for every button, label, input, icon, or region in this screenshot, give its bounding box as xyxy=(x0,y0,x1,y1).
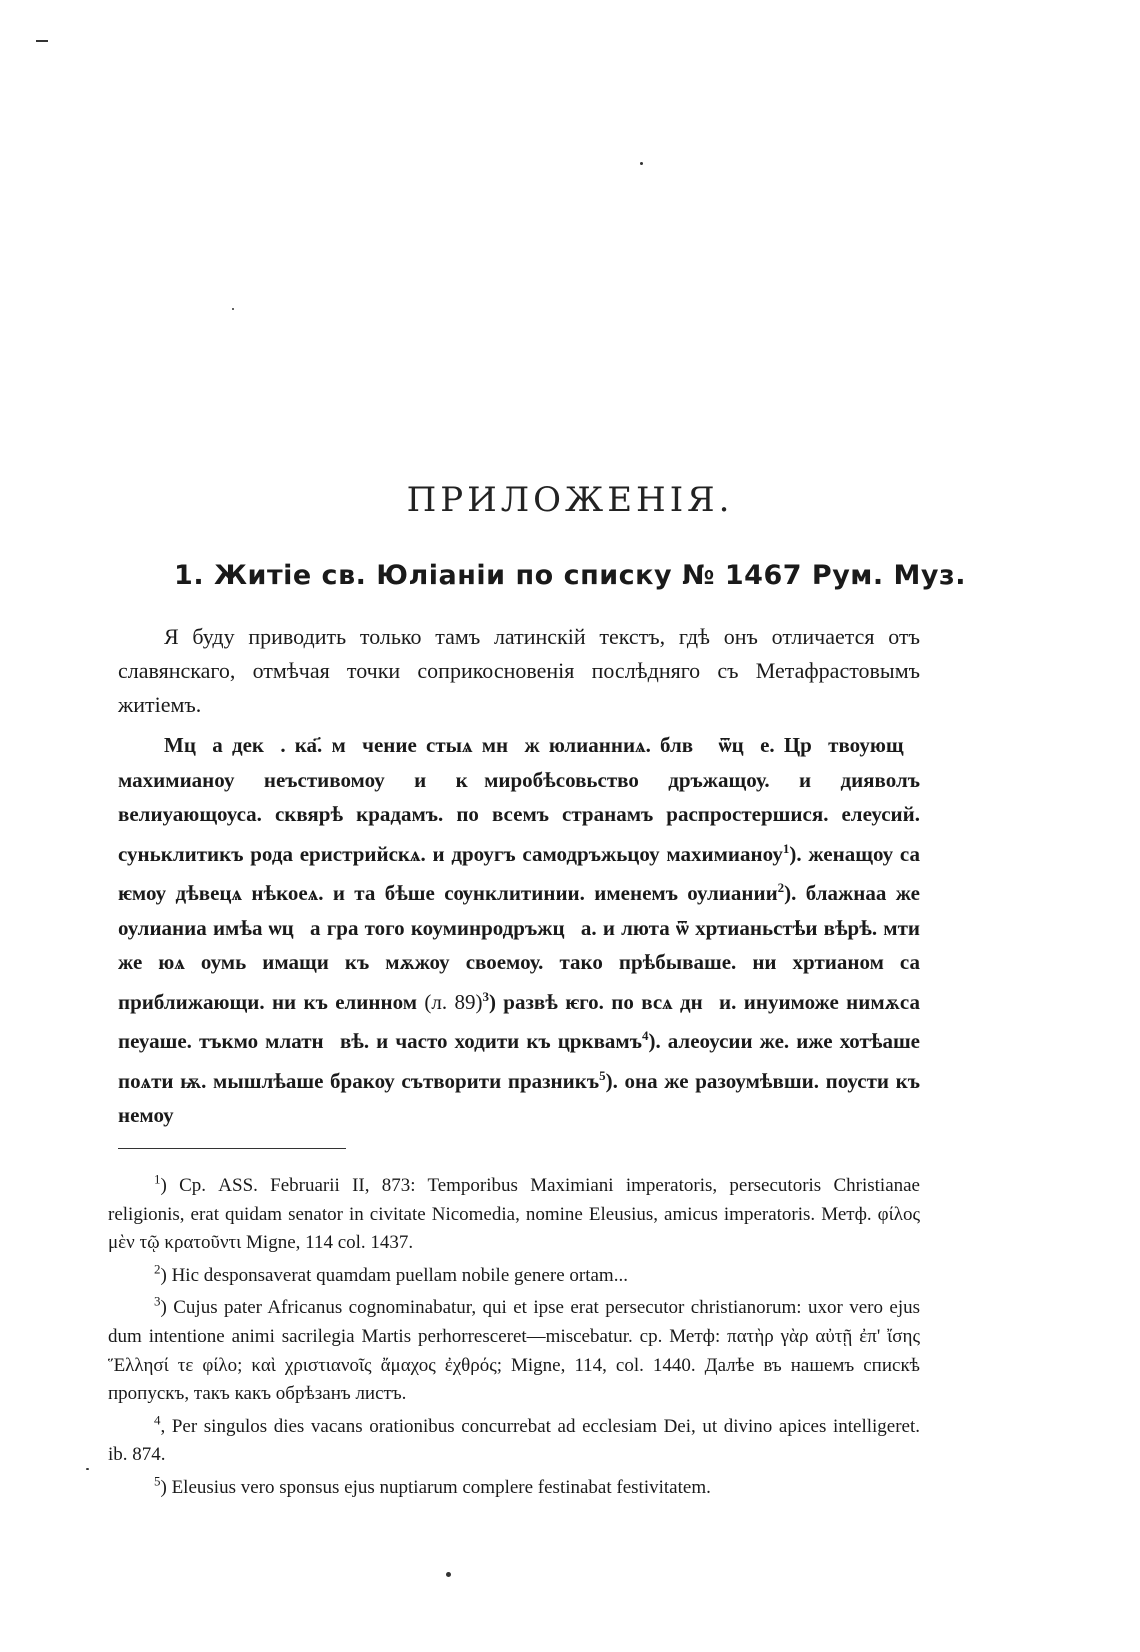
footnote-divider xyxy=(118,1148,346,1149)
slavonic-text-part: . алеоусии же. иже хотѣаше поѧти ѭ. мышлѣаше бракоу сътворити празникъ xyxy=(118,1029,920,1093)
footnote-ref: 2 xyxy=(777,880,785,895)
footnote xyxy=(108,1172,920,1258)
print-speck xyxy=(640,162,643,165)
footnote-mark: 3 xyxy=(154,1294,161,1310)
footnote-mark: 1 xyxy=(154,1171,161,1187)
footnote-mark: 4 xyxy=(154,1412,161,1428)
print-speck xyxy=(86,1468,89,1470)
slavonic-text: Мцⷭа декⷭ. ка҃. мꙋчение стыѧ мнⷣж юлианниѧ. блвⷭ ѿцⷭе. Црⷭтвоующꙋ махимианоу неъстивомоу и кꙋмиробѣсовьство дръжащоу. и дияволъ велиуающоуса. сквярѣ крадамъ. по всемъ странамъ распростершися. елеусий. суньклитикъ рода еристрийскѧ. и дроугъ самодръжьцоу махимианоу$^1$). женащоу са ѥмоу дѣвецѧ нѣкоеѧ. и та бѣше сѹнклитинии. именемъ оулиании$^2$). блажнаа же оулианиа имѣа ѡцⷭа гра того коуминродръжцⷭа. и люта ѿ хртианьстѣи вѣрѣ. мти же юѧ оумь имащи къ мѫжоу своемоу. тако прѣбываше. ни хртианом са приближающи. ни къ елинном (л. 89)$^3$) развѣ ѥго. по всѧ днⷭи. инуиможе нимѫса пеуаше. тъкмо млатнⷭвѣ. и часто ходити къ црквамъ$^4$). алеоусии же. иже хотѣаше поѧти ѭ. мышлѣаше бракоу сътворити празникъ$^5$). она же разоумѣвши. поусти къ немоу xyxy=(118,733,920,1127)
slavonic-text-part: Мцⷭа декⷭ. ка҃. мꙋчение стыѧ мнⷣж юлианниѧ. блвⷭ ѿцⷭе. Црⷭтвоующꙋ махимианоу неъстивомоу и кꙋмиробѣсовьство дръжащоу. и дияволъ велиуающоуса. сквярѣ крадамъ. по всемъ странамъ распростершися. елеусий. суньклитикъ рода еристрийскѧ. и дроугъ самодръжьцоу махимианоу xyxy=(118,733,920,866)
footnote xyxy=(108,1294,920,1408)
page-heading: ПРИЛОЖЕНІЯ. xyxy=(406,480,734,520)
footnote-ref: 5 xyxy=(599,1067,606,1083)
footnote-ref: 1 xyxy=(782,840,790,856)
footnote xyxy=(108,1474,920,1503)
intro-paragraph xyxy=(118,620,920,722)
footnote xyxy=(108,1262,920,1291)
footnote-text: ) Hic desponsaverat quamdam puellam nobile genere ortam... xyxy=(160,1264,628,1286)
footnote xyxy=(108,1413,920,1470)
footnote-mark: 5 xyxy=(154,1473,161,1489)
slavonic-text-part: . блажнаа же оулианиа имѣа ѡцⷭа гра того коуминродръжцⷭа. и люта ѿ хртианьстѣи вѣрѣ. мти же юѧ оумь имащи къ мѫжоу своемоу. тако прѣбываше. ни хртианом са приближающи. ни къ елинном xyxy=(118,881,920,1014)
slavonic-text-part: . она же разоумѣвши. поусти къ немоу xyxy=(118,1068,920,1127)
print-speck xyxy=(232,308,234,310)
print-speck xyxy=(446,1572,451,1577)
footnote-mark: 2 xyxy=(154,1261,161,1277)
footnote-ref: 3 xyxy=(482,988,489,1004)
footnote-text: ) Ср. ASS. Februarii II, 873: Temporibus Maximiani imperatoris, persecutoris Christianae religionis, erat quidam senator in civitate Nicomedia, nomine Eleusius, amicus imperatoris. Метф. φίλος μὲν τῷ κρατοῦντι Migne, 114 col. 1437. xyxy=(108,1175,920,1254)
intro-text: Я буду приводить только тамъ латинскій текстъ, гдѣ онъ отличается отъ славянскаго, отмѣчая точки соприкосновенія послѣдняго съ Метафрастовымъ житіемъ. xyxy=(118,624,920,717)
folio-ref: (л. 89) xyxy=(424,989,483,1014)
slavonic-text-part: развѣ ѥго. по всѧ днⷭи. инуиможе нимѫса пеуаше. тъкмо млатнⷭвѣ. и часто ходити къ црквамъ xyxy=(118,989,920,1053)
section-title: 1. Житіе св. Юліаніи по списку № 1467 Рум. Муз. xyxy=(174,560,966,591)
footnote-text: , Per singulos dies vacans orationibus concurrebat ad ecclesiam Dei, ut divino apices intelligeret. ib. 874. xyxy=(108,1415,920,1466)
footnote-ref: 4 xyxy=(641,1028,649,1043)
footnote-text: ) Eleusius vero sponsus ejus nuptiarum complere festinabat festivitatem. xyxy=(160,1476,711,1498)
slavonic-text-part: . женащоу са ѥмоу дѣвецѧ нѣкоеѧ. и та бѣше сѹнклитинии. именемъ оулиании xyxy=(118,841,920,905)
footnotes xyxy=(108,1172,920,1507)
footnote-text: ) Cujus pater Africanus cognominabatur, qui et ipse erat persecutor christianorum: uxor vero ejus dum intentione animi sacrilegia Martis perhorresceret—miscebatur. ср. Метф: πατὴρ γὰρ αὐτῇ ἐπ' ἴσης Ἕλλησί τε φίλο; καὶ χριστιανοῖς ἄμαχος ἐχθρός; Migne, 114, col. 1440. Далѣе въ нашемъ спискѣ пропускъ, такъ какъ обрѣзанъ листъ. xyxy=(108,1297,920,1405)
print-speck xyxy=(36,40,48,42)
